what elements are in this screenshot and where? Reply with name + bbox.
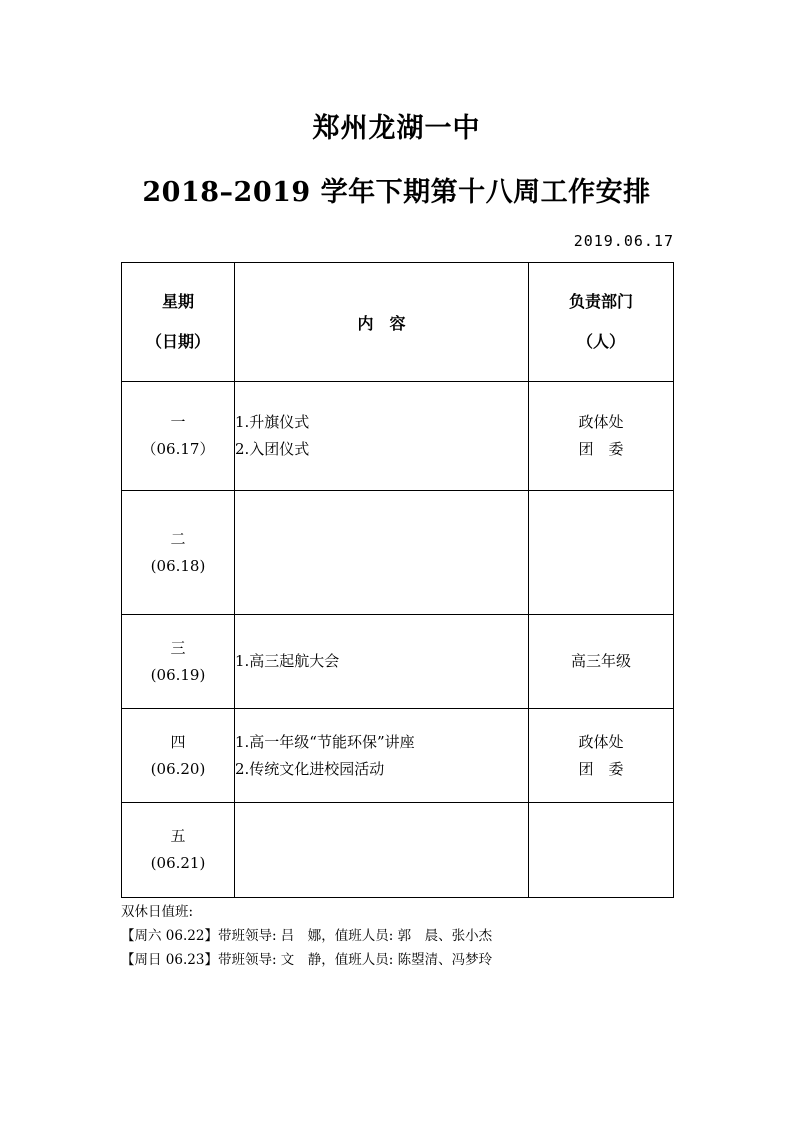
document-date: 2019.06.17 <box>573 232 674 250</box>
dept-cell <box>529 615 674 709</box>
header-dept <box>529 263 674 382</box>
weekday: 三 <box>170 638 186 657</box>
content-cell <box>235 491 529 615</box>
dept-cell <box>529 382 674 491</box>
day-cell <box>122 709 235 803</box>
day-date: (06.20) <box>150 759 206 778</box>
header-day <box>122 263 235 382</box>
weekend-duty <box>121 900 492 972</box>
table-row <box>122 615 674 709</box>
content-item: 2.传统文化进校园活动 <box>235 759 385 778</box>
content-item: 1.高三起航大会 <box>235 652 340 670</box>
weekend-duty-title: 双休日值班: <box>121 904 194 920</box>
content-item: 2.入团仪式 <box>235 440 310 458</box>
dept-name: 政体处 <box>578 732 624 751</box>
dept-name: 政体处 <box>578 413 624 431</box>
content-cell <box>235 382 529 491</box>
table-row <box>122 382 674 491</box>
header-person-label: （人） <box>576 332 625 351</box>
weekday: 二 <box>170 529 186 548</box>
weekday: 一 <box>170 413 186 431</box>
table-row <box>122 803 674 898</box>
weekend-duty-line: 【周六 06.22】带班领导: 吕 娜，值班人员: 郭 晨、张小杰 <box>121 928 493 944</box>
day-date: (06.19) <box>150 665 206 684</box>
header-date-label: （日期） <box>145 332 210 351</box>
content-item: 1.高一年级“节能环保”讲座 <box>235 732 415 751</box>
dept-name: 高三年级 <box>570 652 631 670</box>
day-cell <box>122 615 235 709</box>
day-date: （06.17） <box>141 440 215 458</box>
weekend-duty-line: 【周日 06.23】带班领导: 文 静，值班人员: 陈曌清、冯梦玲 <box>121 952 493 968</box>
weekday: 四 <box>170 732 186 751</box>
day-cell <box>122 803 235 898</box>
table-header-row <box>122 263 674 382</box>
dept-cell <box>529 709 674 803</box>
day-cell <box>122 382 235 491</box>
day-date: (06.18) <box>150 556 206 575</box>
table-row <box>122 709 674 803</box>
schedule-table <box>121 262 674 898</box>
header-day-label: 星期 <box>161 292 194 311</box>
header-content: 内 容 <box>235 263 529 382</box>
dept-name: 团 委 <box>578 440 624 458</box>
dept-cell <box>529 491 674 615</box>
dept-name: 团 委 <box>578 759 624 778</box>
header-dept-label: 负责部门 <box>568 292 633 311</box>
document-title: 2018–2019 学年下期第十八周工作安排 <box>142 177 651 208</box>
school-name: 郑州龙湖一中 <box>312 113 481 144</box>
dept-cell <box>529 803 674 898</box>
day-cell <box>122 491 235 615</box>
content-cell <box>235 615 529 709</box>
content-item: 1.升旗仪式 <box>235 413 310 431</box>
weekday: 五 <box>170 827 186 845</box>
content-cell <box>235 803 529 898</box>
table-row <box>122 491 674 615</box>
day-date: (06.21) <box>150 854 206 872</box>
content-cell <box>235 709 529 803</box>
